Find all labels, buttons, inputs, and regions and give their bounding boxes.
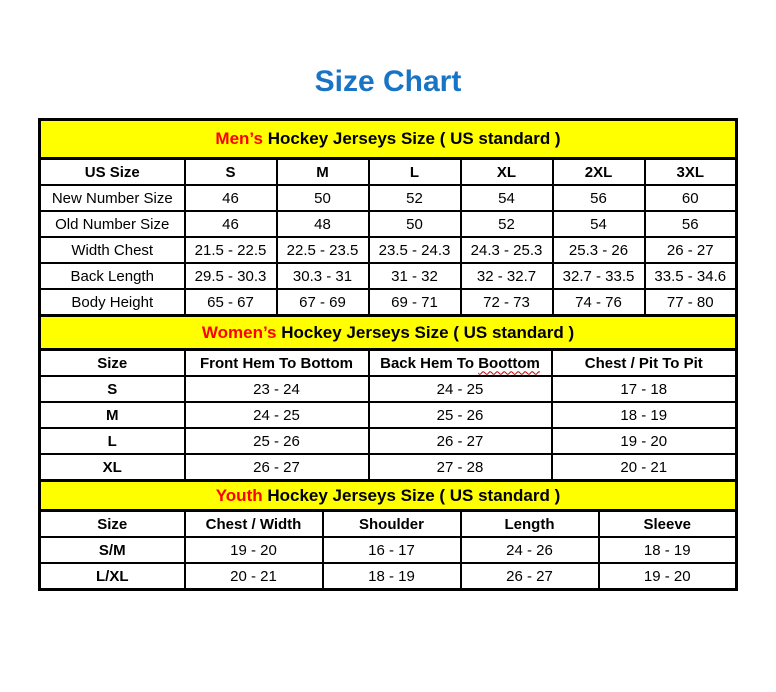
table-cell: 33.5 - 34.6 [645,263,737,289]
row-label: Old Number Size [40,211,185,237]
mens-size-table [38,118,738,317]
table-cell: 32 - 32.7 [461,263,553,289]
table-cell: 56 [645,211,737,237]
table-cell: 24 - 26 [461,537,599,563]
row-label: L/XL [40,563,185,590]
table-row [40,289,737,316]
womens-size-table [38,314,738,482]
row-label: S/M [40,537,185,563]
table-cell: 21.5 - 22.5 [185,237,277,263]
column-header: Length [461,511,599,538]
table-cell: 60 [645,185,737,211]
column-header: Chest / Pit To Pit [552,350,737,377]
column-header: Size [40,511,185,538]
row-label: L [40,428,185,454]
table-header-row [40,511,737,538]
table-header-row [40,350,737,377]
table-row [40,454,737,481]
table-cell: 24 - 25 [369,376,552,402]
table-cell: 18 - 19 [552,402,737,428]
table-cell: 23.5 - 24.3 [369,237,461,263]
table-cell: 52 [369,185,461,211]
table-row [40,563,737,590]
table-cell: 19 - 20 [185,537,323,563]
table-cell: 65 - 67 [185,289,277,316]
misspelled-word: Boottom [478,354,540,372]
row-label: Width Chest [40,237,185,263]
section-header-womens [40,316,737,350]
page-title: Size Chart [314,65,462,98]
table-row [40,185,737,211]
section-highlight-youth: Youth [215,485,263,505]
table-header-row [40,159,737,186]
row-label: Back Length [40,263,185,289]
table-cell: 52 [461,211,553,237]
table-cell: 24 - 25 [185,402,369,428]
column-header: XL [461,159,553,186]
row-label: XL [40,454,185,481]
table-cell: 74 - 76 [553,289,645,316]
section-title-mens: Hockey Jerseys Size ( US standard ) [267,129,561,148]
column-header: Shoulder [323,511,461,538]
column-header: 2XL [553,159,645,186]
section-band-youth [40,481,737,511]
table-row [40,537,737,563]
row-label: New Number Size [40,185,185,211]
table-cell: 20 - 21 [185,563,323,590]
table-cell: 32.7 - 33.5 [553,263,645,289]
row-label: S [40,376,185,402]
table-row [40,211,737,237]
youth-size-table [38,479,738,591]
table-cell: 19 - 20 [599,563,737,590]
table-cell: 26 - 27 [369,428,552,454]
row-label: M [40,402,185,428]
table-cell: 20 - 21 [552,454,737,481]
table-row [40,263,737,289]
table-cell: 54 [461,185,553,211]
column-header-text: Back Hem To [380,354,479,372]
table-cell: 23 - 24 [185,376,369,402]
table-cell: 46 [185,185,277,211]
column-header: L [369,159,461,186]
table-cell: 46 [185,211,277,237]
table-cell: 26 - 27 [645,237,737,263]
column-header: 3XL [645,159,737,186]
table-cell: 18 - 19 [599,537,737,563]
section-title-youth: Hockey Jerseys Size ( US standard ) [267,485,561,505]
column-header: Front Hem To Bottom [185,350,369,377]
table-row [40,237,737,263]
section-band-mens [40,120,737,159]
table-cell: 29.5 - 30.3 [185,263,277,289]
table-cell: 25 - 26 [369,402,552,428]
column-header: US Size [40,159,185,186]
column-header: S [185,159,277,186]
table-cell: 56 [553,185,645,211]
size-chart-tables [38,118,735,591]
table-cell: 17 - 18 [552,376,737,402]
table-cell: 25.3 - 26 [553,237,645,263]
table-row [40,402,737,428]
table-cell: 19 - 20 [552,428,737,454]
table-cell: 25 - 26 [185,428,369,454]
section-header-youth [40,481,737,511]
table-cell: 22.5 - 23.5 [277,237,369,263]
table-cell: 69 - 71 [369,289,461,316]
section-title-womens: Hockey Jerseys Size ( US standard ) [281,322,575,342]
section-highlight-womens: Women’s [201,322,277,342]
table-cell: 16 - 17 [323,537,461,563]
table-cell: 77 - 80 [645,289,737,316]
table-row [40,428,737,454]
table-cell: 24.3 - 25.3 [461,237,553,263]
table-cell: 18 - 19 [323,563,461,590]
table-cell: 31 - 32 [369,263,461,289]
section-highlight-mens: Men’s [215,129,263,148]
column-header: Sleeve [599,511,737,538]
table-cell: 27 - 28 [369,454,552,481]
row-label: Body Height [40,289,185,316]
table-cell: 72 - 73 [461,289,553,316]
table-cell: 50 [277,185,369,211]
table-cell: 48 [277,211,369,237]
column-header: Chest / Width [185,511,323,538]
table-cell: 50 [369,211,461,237]
table-cell: 30.3 - 31 [277,263,369,289]
table-cell: 67 - 69 [277,289,369,316]
table-cell: 26 - 27 [461,563,599,590]
table-cell: 26 - 27 [185,454,369,481]
table-row [40,376,737,402]
column-header: Size [40,350,185,377]
column-header: M [277,159,369,186]
section-band-womens [40,316,737,350]
column-header [369,350,552,377]
table-cell: 54 [553,211,645,237]
section-header-mens [40,120,737,159]
